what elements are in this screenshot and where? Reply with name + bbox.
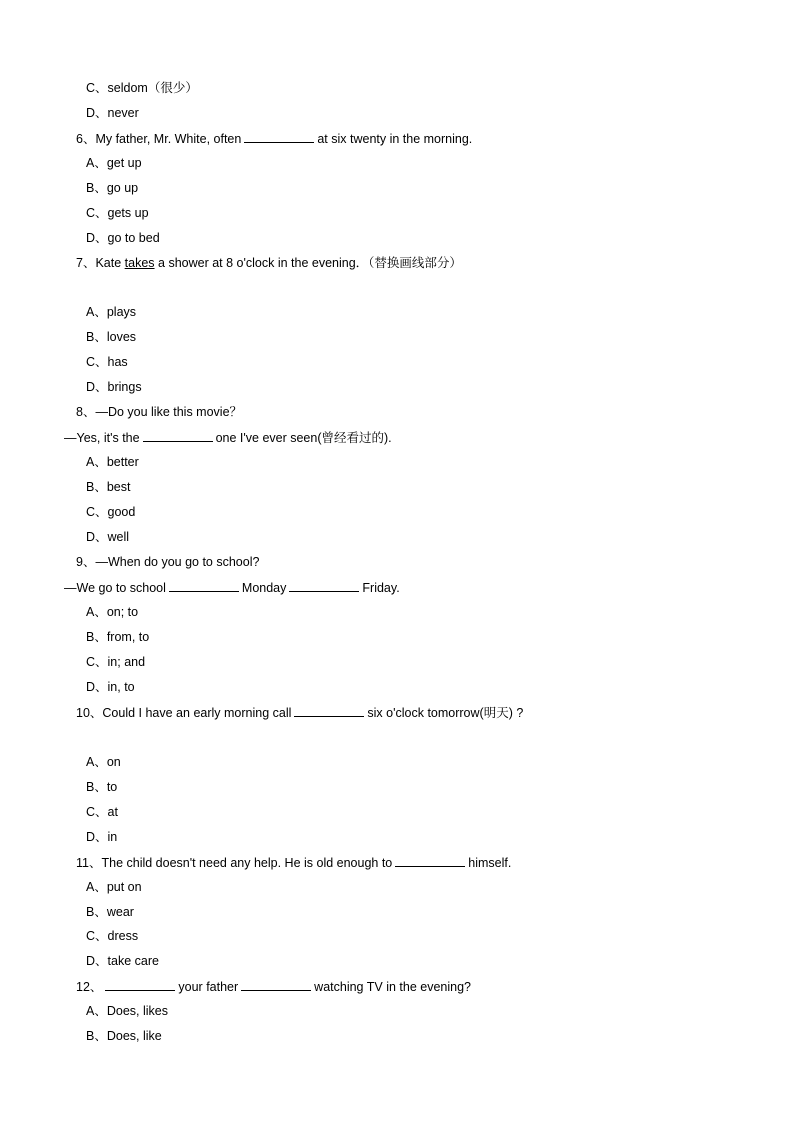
question-9-text-mid: Monday xyxy=(241,581,287,595)
q11-option-d: D、take care xyxy=(86,954,159,968)
answer-blank xyxy=(244,130,314,143)
question-9-text-pre: —We go to school xyxy=(64,581,166,595)
q9-option-a: A、on; to xyxy=(86,605,139,619)
question-10-text-pre: 10、Could I have an early morning call xyxy=(76,706,292,720)
question-11-text-pre: 11、The child doesn't need any help. He is old enough to xyxy=(76,856,393,870)
question-9-text-post: Friday. xyxy=(362,581,400,595)
q9-option-c: C、in; and xyxy=(86,655,146,669)
answer-blank xyxy=(294,704,364,717)
answer-blank xyxy=(395,854,465,867)
question-6-text-post: at six twenty in the morning. xyxy=(317,132,473,146)
q8-option-b: B、best xyxy=(86,480,131,494)
question-8-text-pre: —Yes, it's the xyxy=(64,431,140,445)
q6-option-b: B、go up xyxy=(86,181,139,195)
q6-option-d: D、go to bed xyxy=(86,231,160,245)
question-11-text-post: himself. xyxy=(468,856,512,870)
question-10-text-post: six o'clock tomorrow(明天) ? xyxy=(367,706,524,720)
answer-blank xyxy=(241,978,311,991)
answer-blank xyxy=(289,579,359,592)
q8-option-d: D、well xyxy=(86,530,130,544)
q6-option-c: C、gets up xyxy=(86,206,149,220)
question-11 xyxy=(76,854,511,871)
question-7 xyxy=(76,255,462,271)
question-9: 9、—When do you go to school? xyxy=(76,555,260,569)
q9-option-d: D、in, to xyxy=(86,680,135,694)
answer-blank xyxy=(169,579,239,592)
option-d: D、never xyxy=(86,106,139,120)
answer-blank xyxy=(143,429,213,442)
question-8: 8、—Do you like this movie？ xyxy=(76,405,243,419)
q10-option-d: D、in xyxy=(86,830,118,844)
question-12-text-pre: 12、 xyxy=(76,980,103,994)
q7-option-a: A、plays xyxy=(86,305,137,319)
q7-option-b: B、loves xyxy=(86,330,137,344)
q11-option-b: B、wear xyxy=(86,905,134,919)
question-7-text-post: a shower at 8 o'clock in the evening．（替换画线部分） xyxy=(158,256,462,270)
q8-option-c: C、good xyxy=(86,505,136,519)
question-10 xyxy=(76,704,523,721)
question-8-text-post: one I've ever seen(曾经看过的). xyxy=(215,431,392,445)
q6-option-a: A、get up xyxy=(86,156,142,170)
question-6 xyxy=(76,130,472,147)
question-8-dialogue xyxy=(64,429,392,446)
question-6-text-pre: 6、My father, Mr. White, often xyxy=(76,132,242,146)
q12-option-a: A、Does, likes xyxy=(86,1004,168,1018)
question-12-text-mid: your father xyxy=(178,980,239,994)
q8-option-a: A、better xyxy=(86,455,139,469)
question-7-text-pre: 7、Kate xyxy=(76,256,122,270)
q10-option-c: C、at xyxy=(86,805,118,819)
q7-option-c: C、has xyxy=(86,355,128,369)
q9-option-b: B、from, to xyxy=(86,630,150,644)
underlined-word: takes xyxy=(124,256,155,270)
q10-option-a: A、on xyxy=(86,755,121,769)
q7-option-d: D、brings xyxy=(86,380,142,394)
q11-option-a: A、put on xyxy=(86,880,142,894)
question-12 xyxy=(76,978,471,995)
answer-blank xyxy=(105,978,175,991)
q10-option-b: B、to xyxy=(86,780,118,794)
q12-option-b: B、Does, like xyxy=(86,1029,162,1043)
question-9-dialogue xyxy=(64,579,400,596)
option-c: C、seldom（很少） xyxy=(86,81,198,95)
q11-option-c: C、dress xyxy=(86,929,139,943)
question-12-text-post: watching TV in the evening? xyxy=(314,980,471,994)
